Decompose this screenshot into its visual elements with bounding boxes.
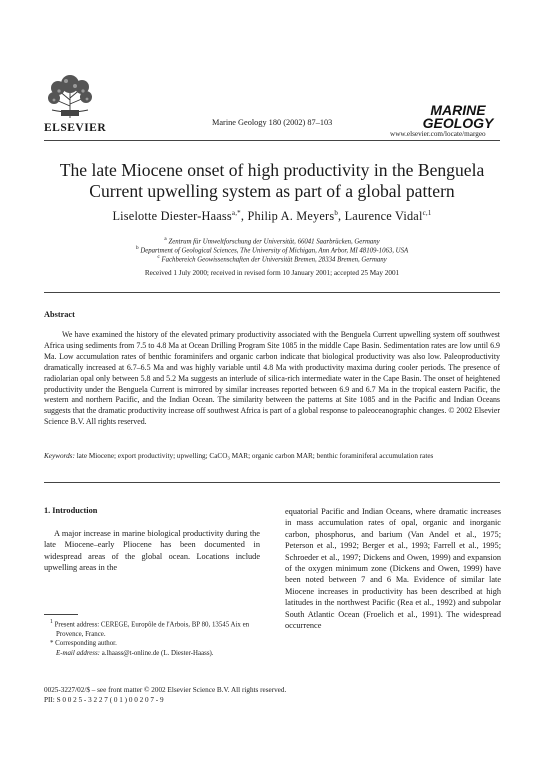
affiliation-mark: a: [164, 236, 167, 242]
abstract-heading: Abstract: [44, 310, 75, 319]
author-affiliation-mark: a,*: [231, 209, 241, 217]
footnote: [44, 649, 260, 659]
abstract-top-divider: [44, 292, 500, 293]
keywords: [44, 451, 500, 461]
elsevier-tree-logo: [44, 70, 96, 120]
abstract-bottom-divider: [44, 482, 500, 483]
author-separator: ,: [338, 209, 345, 224]
footnotes: [44, 618, 260, 659]
intro-paragraph: A major increase in marine biological productivity during the late Miocene–early Pliocene has been documented in widespread areas of the global ocean. Locations include upwelling areas in the: [44, 529, 260, 573]
journal-logo: [418, 104, 498, 150]
author-list: [44, 209, 500, 224]
pii-line: PII: S 0 0 2 5 - 3 2 2 7 ( 0 1 ) 0 0 2 0 7 - 9: [44, 696, 164, 704]
keywords-label: Keywords:: [44, 452, 75, 460]
abstract-text: We have examined the history of the elevated primary productivity associated with the Benguela Current upwelling system off southwest Africa using sediments from 7.5 to 4.8 Ma at Ocean Drilling Program Site 1085 in the middle Cape Basin. Sedimentation rates are low until 6.9 Ma. Low accumulation rates of benthic foraminifers and organic carbon indicate that biological productivity was also low. Paleoproductivity dramatically increased at 6.7–6.5 Ma and was highly variable until 4.8 Ma with productivity maxima during cooler periods. The presence of radiolarian opal only between 5.8 and 5.2 Ma suggests an interlude of silica-rich intermediate water in the Cape Basin. The onset of heightened productivity under the Benguela Current is mirrored by similar increases reported between 6.9 and 6.7 Ma in the tropical eastern Pacific, the western and northern Pacific, and the Indian Ocean. The similarity between the patterns at Site 1085 and in the Pacific and Indian Oceans suggests that the dramatic productivity increase off southwest Africa is part of a global response to paleoceanographic changes. © 2002 Elsevier Science B.V. All rights reserved.: [44, 330, 500, 427]
author-name: Liselotte Diester-Haass: [112, 209, 232, 224]
footnote-mark: 1: [50, 619, 53, 625]
received-dates: Received 1 July 2000; received in revised form 10 January 2001; accepted 25 May 2001: [144, 269, 400, 277]
copyright-line: 0025-3227/02/$ – see front matter © 2002 Elsevier Science B.V. All rights reserved.: [44, 686, 287, 694]
author-name: Laurence Vidal: [344, 209, 423, 224]
email-link[interactable]: a.lhaass@t-online.de (L. Diester-Haass).: [99, 650, 214, 658]
article-title: The late Miocene onset of high productivity in the Benguela Current upwelling system as part of a global pattern: [59, 160, 485, 201]
affiliation-mark: b: [135, 245, 139, 251]
affiliation-text: Zentrum für Umweltforschung der Universität, 66041 Saarbrücken, Germany: [168, 238, 380, 246]
affiliation-mark: c: [157, 254, 160, 260]
affiliation: [44, 254, 500, 263]
footnote-text: Present address: CEREGE, Europôle de l'Arbois, BP 80, 13545 Aix en Provence, France.: [52, 621, 250, 638]
journal-citation: Marine Geology 180 (2002) 87–103: [212, 118, 333, 127]
affiliation-text: Fachbereich Geowissenschaften der Universität Bremen, 28334 Bremen, Germany: [161, 256, 387, 264]
affiliation: [44, 245, 500, 254]
author-affiliation-mark: c,1: [422, 209, 432, 217]
author-affiliation-mark: b: [334, 209, 339, 217]
author-name: Philip A. Meyers: [247, 209, 335, 224]
intro-left-column: [44, 528, 260, 574]
footnote: [44, 618, 260, 639]
affiliation-text: Department of Geological Sciences, The University of Michigan, Ann Arbor, MI 48109-1063, USA: [140, 247, 409, 255]
journal-logo-line1: MARINE: [430, 102, 486, 118]
header-divider: [44, 140, 500, 141]
footnote: [44, 639, 260, 649]
footnote-divider: [44, 614, 78, 615]
author-separator: ,: [240, 209, 248, 224]
journal-website-link[interactable]: www.elsevier.com/locate/margeo: [390, 130, 486, 138]
footnote-text: Corresponding author.: [53, 640, 117, 648]
section-heading: 1. Introduction: [44, 506, 98, 515]
intro-right-column: [285, 506, 501, 631]
footnote-mark: *: [50, 640, 54, 648]
email-label: E-mail address:: [56, 650, 100, 658]
publisher-name: ELSEVIER: [44, 122, 107, 134]
affiliation: [44, 236, 500, 245]
abstract-body: [44, 330, 500, 428]
intro-paragraph: equatorial Pacific and Indian Oceans, where dramatic increases in mass accumulation rates of opal, organic and inorganic carbon, phosphorus, and barium (Van Andel et al., 1975; Peterson et al., 1992; Berger et al., 1993; Farrell et al., 1995; Schroeder et al., 1997; Dickens and Owen, 1999) and expansion of the oxygen minimum zone (Dickens and Owen, 1999) have been noted between 7 and 6 Ma. Evidence of similar late Miocene increases in productivity has been described at high latitudes in the northwest Pacific (Rea et al., 1992) and subpolar South Atlantic Ocean (Froelich et al., 1991). The widespread occurrence: [285, 507, 501, 631]
keywords-text: late Miocene; export productivity; upwelling; CaCO₃ MAR; organic carbon MAR; benthic foraminiferal accumulation rates: [74, 452, 434, 460]
journal-logo-line2: GEOLOGY: [422, 115, 494, 131]
